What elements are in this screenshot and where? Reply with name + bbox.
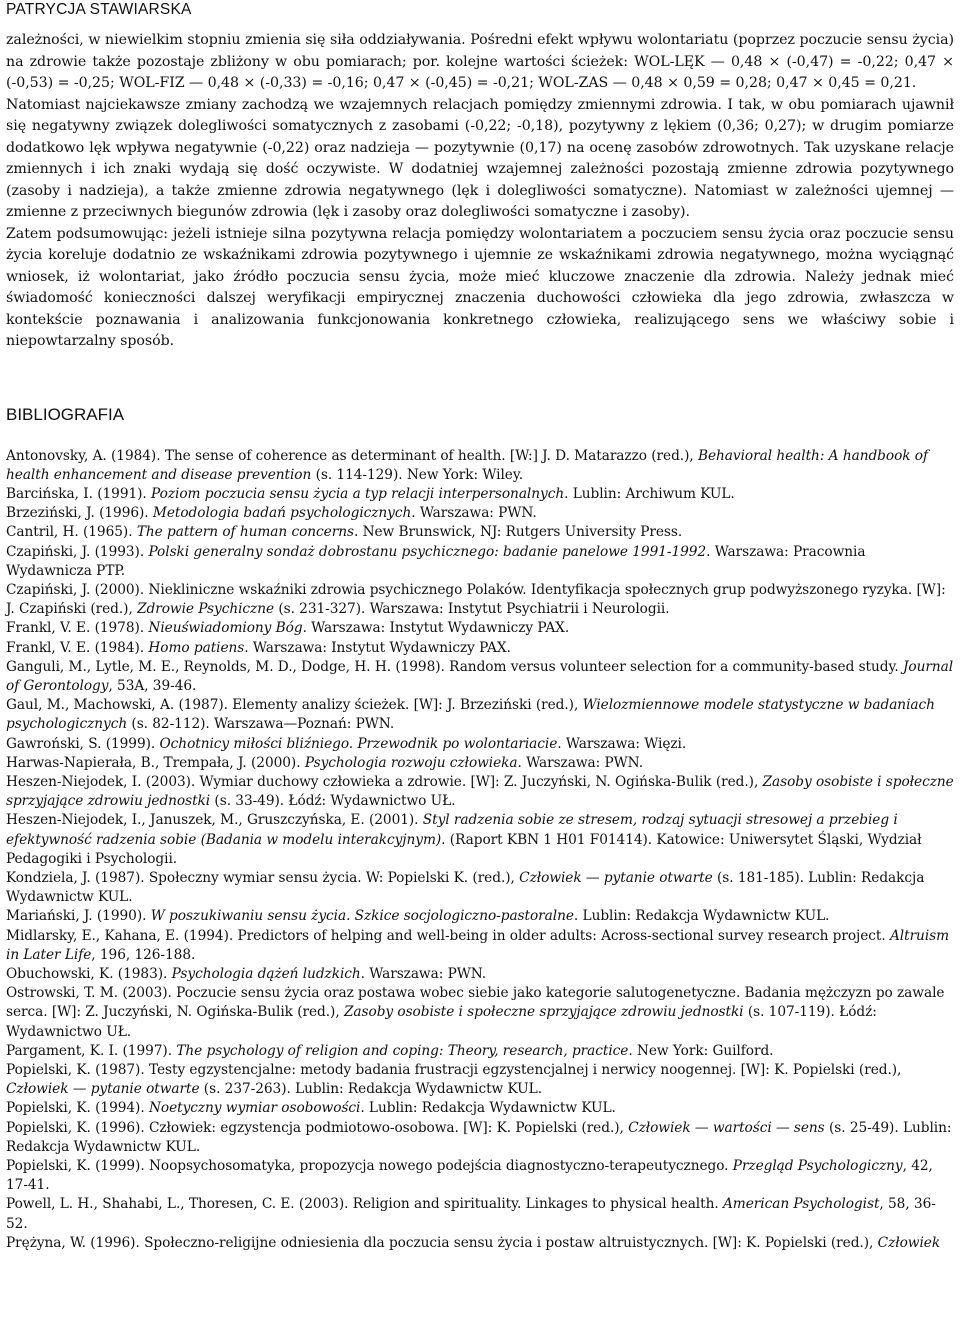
bibliography-entry — [6, 639, 954, 658]
entry-text: , 196, 126-188. — [91, 946, 196, 963]
bibliography-entry — [6, 754, 954, 773]
entry-text: Ganguli, M., Lytle, M. E., Reynolds, M. D., Dodge, H. H. (1998). Random versus volunteer selection for a community-based study. — [6, 658, 903, 675]
entry-text: . Warszawa: Pracownia Wydawnicza PTP. — [6, 543, 866, 579]
entry-title: Metodologia badań psychologicznych — [152, 505, 412, 522]
entry-text: (s. 82-112). Warszawa—Poznań: PWN. — [127, 716, 395, 733]
entry-title: Styl radzenia sobie ze stresem, rodzaj sytuacji stresowej a przebieg i efektywność radzenia sobie (Badania w modelu interakcyjnym) — [6, 812, 898, 848]
bibliography-entry — [6, 773, 954, 811]
entry-text: . Warszawa: Instytut Wydawniczy PAX. — [302, 620, 570, 637]
entry-text: , 53A, 39-46. — [108, 677, 197, 694]
entry-text: Gawroński, S. (1999). — [6, 735, 160, 752]
entry-title: Psychologia rozwoju człowieka — [304, 754, 518, 771]
entry-text: (s. 107-119). Łódź: Wydawnictwo UŁ. — [6, 1004, 877, 1040]
entry-title: The psychology of religion and coping: Theory, research, practice — [176, 1042, 629, 1059]
bibliography-entry — [6, 1195, 954, 1233]
entry-title: Polski generalny sondaż dobrostanu psychicznego: badanie panelowe 1991-1992 — [148, 543, 707, 560]
entry-text: . Warszawa: PWN. — [517, 754, 643, 771]
bibliography-entry — [6, 735, 954, 754]
entry-text: Kondziela, J. (1987). Społeczny wymiar sensu życia. W: Popielski K. (red.), — [6, 869, 520, 886]
bibliography-entry — [6, 907, 954, 926]
entry-text: Harwas-Napierała, B., Trempała, J. (2000). — [6, 754, 305, 771]
entry-text: Frankl, V. E. (1984). — [6, 639, 149, 656]
entry-text: . Warszawa: PWN. — [360, 965, 487, 982]
entry-text: (s. 231-327). Warszawa: Instytut Psychiatrii i Neurologii. — [274, 601, 670, 618]
entry-title: Człowiek — wartości — sens — [628, 1119, 825, 1136]
entry-text: Czapiński, J. (1993). — [6, 543, 149, 560]
entry-text: Pargament, K. I. (1997). — [6, 1042, 177, 1059]
entry-text: (s. 237-263). Lublin: Redakcja Wydawnictw KUL. — [199, 1081, 543, 1098]
entry-title: Człowiek — [877, 1234, 941, 1251]
entry-text: . New York: Guilford. — [628, 1042, 774, 1059]
entry-title: Poziom poczucia sensu życia a typ relacji interpersonalnych — [151, 485, 565, 502]
entry-title: Behavioral health: A handbook of health enhancement and disease prevention — [6, 447, 929, 483]
entry-text: . New Brunswick, NJ: Rutgers University Press. — [353, 524, 683, 541]
entry-text: Powell, L. H., Shahabi, L., Thoresen, C. E. (2003). Religion and spirituality. Linkages to physical health. — [6, 1196, 723, 1213]
entry-text: (s. 25-49). Lublin: Redakcja Wydawnictw KUL. — [6, 1119, 952, 1155]
entry-title: Zdrowie Psychiczne — [137, 601, 275, 618]
entry-text: . Warszawa: Instytut Wydawniczy PAX. — [244, 639, 511, 656]
bibliography-entry — [6, 1061, 954, 1099]
entry-text: Gaul, M., Machowski, A. (1987). Elementy analizy ścieżek. [W]: J. Brzeziński (red.), — [6, 697, 583, 714]
entry-title: Człowiek — pytanie otwarte — [519, 869, 713, 886]
bibliography-entry — [6, 965, 954, 984]
entry-text: Heszen-Niejodek, I., Januszek, M., Gruszczyńska, E. (2001). — [6, 812, 423, 829]
entry-title: The pattern of human concerns — [136, 524, 354, 541]
entry-title: Przegląd Psychologiczny — [732, 1158, 903, 1175]
entry-text: Brzeziński, J. (1996). — [6, 505, 153, 522]
entry-title: Wielozmiennowe modele statystyczne w badaniach psychologicznych — [6, 697, 935, 733]
entry-text: . Warszawa: Więzi. — [557, 735, 687, 752]
entry-text: , 42, 17-41. — [6, 1158, 933, 1194]
bibliography-entry — [6, 447, 954, 485]
paragraph: Zatem podsumowując: jeżeli istnieje silna pozytywna relacja pomiędzy wolontariatem a poczuciem sensu życia oraz poczucie sensu życia koreluje dodatnio ze wskaźnikami zdrowia pozytywnego i ujemnie ze wskaźnikami zdrowia negatywnego, można wyciągnąć wniosek, iż wolontariat, jako źródło poczucia sensu życia, może mieć kluczowe znaczenie dla zdrowia. Należy jednak mieć świadomość konieczności dalszej weryfikacji empirycznej znaczenia duchowości człowieka dla jego zdrowia, zwłaszcza w kontekście poznawania i analizowania funkcjonowania konkretnego człowieka, realizującego sens we właściwy sobie i niepowtarzalny sposób. — [6, 225, 954, 349]
running-head: PATRYCJA STAWIARSKA — [6, 1, 192, 18]
bibliography-entry — [6, 581, 954, 619]
entry-title: American Psychologist — [722, 1196, 880, 1213]
entry-title: Nieuświadomiony Bóg — [148, 620, 303, 637]
entry-text: Antonovsky, A. (1984). The sense of coherence as determinant of health. [W:] J. D. Matarazzo (red.), — [6, 447, 698, 464]
bibliography-entry — [6, 619, 954, 638]
bibliography-entry — [6, 543, 954, 581]
bibliography-entry — [6, 1042, 954, 1061]
entry-text: (s. 114-129). New York: Wiley. — [311, 466, 524, 483]
bibliography-entry — [6, 504, 954, 523]
entry-text: . Lublin: Redakcja Wydawnictw KUL. — [360, 1100, 616, 1117]
entry-text: Popielski, K. (1999). Noopsychosomatyka, propozycja nowego podejścia diagnostyczno-terapeutycznego. — [6, 1158, 733, 1175]
entry-title: W poszukiwaniu sensu życia. Szkice socjologiczno-pastoralne — [150, 908, 574, 925]
entry-text: Ostrowski, T. M. (2003). Poczucie sensu życia oraz postawa wobec siebie jako kategorie salutogenetyczne. Badania mężczyzn po zawale serca. [W]: Z. Juczyński, N. Ogińska-Bulik (red.), — [6, 985, 945, 1021]
bibliography-entry — [6, 984, 954, 1042]
entry-text: Popielski, K. (1987). Testy egzystencjalne: metody badania frustracji egzystencjalnej i nerwicy noogennej. [W]: K. Popielski (red.), — [6, 1062, 902, 1078]
entry-title: Zasoby osobiste i społeczne sprzyjające zdrowiu jednostki — [6, 773, 954, 810]
entry-text: Popielski, K. (1994). — [6, 1100, 149, 1117]
entry-text: Popielski, K. (1996). Człowiek: egzystencja podmiotowo-osobowa. [W]: K. Popielski (red.), — [6, 1119, 629, 1136]
entry-text: (s. 181-185). Lublin: Redakcja Wydawnictw KUL. — [6, 869, 925, 906]
entry-text: Barcińska, I. (1991). — [6, 485, 152, 502]
entry-title: Altruism in Later Life — [6, 927, 950, 963]
bibliography-entry — [6, 1234, 954, 1253]
entry-text: Cantril, H. (1965). — [6, 524, 137, 541]
bibliography-heading: BIBLIOGRAFIA — [6, 404, 125, 424]
entry-title: Noetyczny wymiar osobowości — [148, 1100, 361, 1117]
bibliography-entry — [6, 658, 954, 696]
bibliography-entry — [6, 869, 954, 907]
paragraph: Natomiast najciekawsze zmiany zachodzą we wzajemnych relacjach pomiędzy zmiennymi zdrowia. I tak, w obu pomiarach ujawnił się negatywny związek dolegliwości somatycznych z zasobami (-0,22; -0,18), pozytywny z lękiem (0,36; 0,27); w drugim pomiarze dodatkowo lęk wpływa negatywnie (-0,22) oraz nadzieja — pozytywnie (0,17) na ocenę zasobów zdrowotnych. Tak uzyskane relacje zmiennych i ich znaki wydają się dość oczywiste. W dodatniej wzajemnej zależności pozostają zmienne zdrowia pozytywnego (zasoby i nadzieja), a także zmienne zdrowia negatywnego (lęk i dolegliwości somatyczne). Natomiast w zależności ujemnej — zmienne z przeciwnych biegunów zdrowia (lęk i zasoby oraz dolegliwości somatyczne i zasoby). — [6, 96, 954, 220]
entry-text: Midlarsky, E., Kahana, E. (1994). Predictors of helping and well-being in older adults: Across-sectional survey research project. — [6, 927, 890, 944]
paragraph: zależności, w niewielkim stopniu zmienia się siła oddziaływania. Pośredni efekt wpływu wolontariatu (poprzez poczucie sensu życia) na zdrowie także pozostaje zbliżony w obu pomiarach; por. kolejne wartości ścieżek: WOL-LĘK — 0,48 × (-0,47) = -0,22; 0,47 × (-0,53) = -0,25; WOL-FIZ — 0,48 × (-0,33) = -0,16; 0,47 × (-0,45) = -0,21; WOL-ZAS — 0,48 × 0,59 = 0,28; 0,47 × 0,45 = 0,21. — [6, 32, 954, 91]
bibliography-entry — [6, 1157, 954, 1195]
body-text — [6, 30, 954, 353]
entry-text: . (Raport KBN 1 H01 F01414). Katowice: Uniwersytet Śląski, Wydział Pedagogiki i Psychologii. — [6, 831, 922, 867]
bibliography-entry — [6, 1119, 954, 1157]
entry-text: (s. 33-49). Łódź: Wydawnictwo UŁ. — [210, 793, 456, 810]
entry-text: Heszen-Niejodek, I. (2003). Wymiar duchowy człowieka a zdrowie. [W]: Z. Juczyński, N. Ogińska-Bulik (red.), — [6, 773, 763, 790]
entry-title: Człowiek — pytanie otwarte — [6, 1081, 200, 1098]
bibliography-entry — [6, 1099, 954, 1118]
bibliography-entry — [6, 927, 954, 965]
entry-text: Czapiński, J. (2000). Niekliniczne wskaźniki zdrowia psychicznego Polaków. Identyfikacja społecznych grup podwyższonego ryzyka. [W]: J. Czapiński (red.), — [6, 581, 946, 618]
bibliography-entry — [6, 485, 954, 504]
entry-text: . Lublin: Archiwum KUL. — [564, 485, 735, 502]
entry-text: Frankl, V. E. (1978). — [6, 620, 149, 637]
entry-title: Ochotnicy miłości bliźniego. Przewodnik po wolontariacie — [159, 735, 558, 752]
entry-title: Zasoby osobiste i społeczne sprzyjające zdrowiu jednostki — [343, 1004, 744, 1021]
entry-text: . Warszawa: PWN. — [411, 505, 537, 522]
bibliography-entry — [6, 811, 954, 869]
entry-text: Prężyna, W. (1996). Społeczno-religijne odniesienia dla poczucia sensu życia i postaw altruistycznych. [W]: K. Popielski (red.), — [6, 1234, 878, 1251]
document-page — [6, 0, 954, 1253]
bibliography-list — [6, 447, 954, 1254]
bibliography-entry — [6, 523, 954, 542]
entry-text: . Lublin: Redakcja Wydawnictw KUL. — [573, 908, 830, 925]
entry-text: Mariański, J. (1990). — [6, 908, 151, 925]
entry-text: , 58, 36-52. — [6, 1196, 936, 1232]
entry-text: Obuchowski, K. (1983). — [6, 965, 172, 982]
entry-title: Homo patiens — [148, 639, 245, 656]
entry-title: Journal of Gerontology — [6, 658, 954, 694]
entry-title: Psychologia dążeń ludzkich — [171, 965, 361, 982]
bibliography-entry — [6, 696, 954, 734]
